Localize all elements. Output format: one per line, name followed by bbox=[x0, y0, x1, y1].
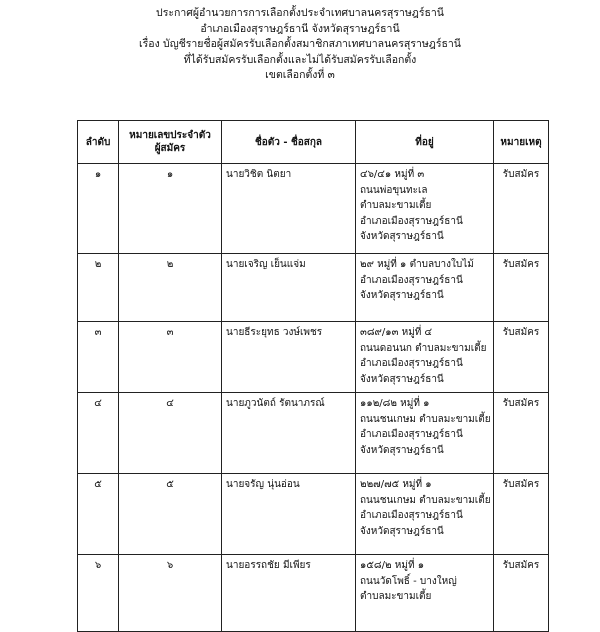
table-row bbox=[78, 322, 549, 393]
header-number-line-2: ผู้สมัคร bbox=[154, 143, 186, 154]
cell-address bbox=[356, 474, 494, 555]
table-row bbox=[78, 393, 549, 474]
cell-name: นายธีระยุทธ วงษ์เพชร bbox=[222, 322, 356, 393]
table-header-row bbox=[78, 121, 549, 164]
cell-name: นายวิชิต นิตยา bbox=[222, 164, 356, 254]
address-line: ๑๑๒/๘๒ หมู่ที่ ๑ bbox=[360, 398, 430, 409]
cell-address bbox=[356, 254, 494, 322]
cell-number: ๖ bbox=[119, 555, 222, 632]
cell-order: ๒ bbox=[78, 254, 119, 322]
address-line: ถนนพ่อขุนทะเล bbox=[360, 184, 428, 196]
table-row bbox=[78, 474, 549, 555]
cell-number: ๒ bbox=[119, 254, 222, 322]
table-row bbox=[78, 555, 549, 632]
header-order: ลำดับ bbox=[78, 121, 119, 164]
address-line: ๒๒๗/๗๕ หมู่ที่ ๑ bbox=[360, 479, 432, 490]
cell-order: ๔ bbox=[78, 393, 119, 474]
cell-address bbox=[356, 164, 494, 254]
address-line: อำเภอเมืองสุราษฎร์ธานี bbox=[360, 274, 463, 286]
cell-address bbox=[356, 393, 494, 474]
table-row bbox=[78, 164, 549, 254]
cell-order: ๕ bbox=[78, 474, 119, 555]
header-line-3: เรื่อง บัญชีรายชื่อผู้สมัครรับเลือกตั้งสมาชิกสภาเทศบาลนครสุราษฎร์ธานี bbox=[139, 38, 461, 50]
cell-name: นายภูวนัตถ์ รัตนาภรณ์ bbox=[222, 393, 356, 474]
cell-order: ๓ bbox=[78, 322, 119, 393]
header-line-1: ประกาศผู้อำนวยการการเลือกตั้งประจำเทศบาลนครสุราษฎร์ธานี bbox=[156, 7, 444, 19]
address-line: ถนนชนเกษม ตำบลมะขามเตี้ย bbox=[360, 413, 491, 425]
address-line: ๒๙ หมู่ที่ ๑ ตำบลบางใบไม้ bbox=[360, 259, 474, 270]
table-row bbox=[78, 254, 549, 322]
cell-order: ๑ bbox=[78, 164, 119, 254]
cell-note: รับสมัคร bbox=[494, 555, 549, 632]
address-line: ๓๘๙/๑๓ หมู่ที่ ๔ bbox=[360, 327, 433, 338]
cell-name: นายจรัญ นุ่นอ่อน bbox=[222, 474, 356, 555]
cell-note: รับสมัคร bbox=[494, 393, 549, 474]
header-line-2: อำเภอเมืองสุราษฎร์ธานี จังหวัดสุราษฎร์ธานี bbox=[200, 22, 400, 35]
address-line: อำเภอเมืองสุราษฎร์ธานี bbox=[360, 358, 463, 369]
cell-name: นายอรรถชัย มีเพียร bbox=[222, 555, 356, 632]
address-line: ถนนดอนนก ตำบลมะขามเตี้ย bbox=[360, 342, 487, 354]
address-line: จังหวัดสุราษฎร์ธานี bbox=[360, 290, 444, 301]
header-candidate-number bbox=[119, 121, 222, 164]
address-line: จังหวัดสุราษฎร์ธานี bbox=[360, 373, 444, 385]
address-line: ถนนชนเกษม ตำบลมะขามเตี้ย bbox=[360, 494, 491, 506]
address-line: ถนนวัดโพธิ์ - บางใหญ่ bbox=[360, 575, 457, 587]
address-line: อำเภอเมืองสุราษฎร์ธานี bbox=[360, 510, 463, 521]
cell-number: ๑ bbox=[119, 164, 222, 254]
cell-address bbox=[356, 555, 494, 632]
header-note: หมายเหตุ bbox=[494, 121, 549, 164]
address-line: อำเภอเมืองสุราษฎร์ธานี bbox=[360, 215, 463, 227]
header-line-4: ที่ได้รับสมัครรับเลือกตั้งและไม่ได้รับสมัครรับเลือกตั้ง bbox=[183, 53, 417, 66]
candidate-table bbox=[77, 120, 549, 632]
cell-address bbox=[356, 322, 494, 393]
cell-note: รับสมัคร bbox=[494, 164, 549, 254]
header-line-5: เขตเลือกตั้งที่ ๓ bbox=[265, 69, 335, 81]
cell-note: รับสมัคร bbox=[494, 254, 549, 322]
header-address: ที่อยู่ bbox=[356, 121, 494, 164]
cell-note: รับสมัคร bbox=[494, 322, 549, 393]
address-line: จังหวัดสุราษฎร์ธานี bbox=[360, 525, 444, 537]
address-line: ๔๖/๔๑ หมู่ที่ ๓ bbox=[360, 169, 425, 180]
header-number-line-1: หมายเลขประจำตัว bbox=[129, 130, 211, 141]
cell-number: ๔ bbox=[119, 393, 222, 474]
header-name: ชื่อตัว - ชื่อสกุล bbox=[222, 121, 356, 164]
cell-name: นายเจริญ เย็นแจ่ม bbox=[222, 254, 356, 322]
address-line: อำเภอเมืองสุราษฎร์ธานี bbox=[360, 429, 463, 440]
announcement-header bbox=[0, 6, 600, 84]
address-line: จังหวัดสุราษฎร์ธานี bbox=[360, 444, 444, 456]
cell-number: ๕ bbox=[119, 474, 222, 555]
cell-order: ๖ bbox=[78, 555, 119, 632]
address-line: ตำบลมะขามเตี้ย bbox=[360, 200, 432, 211]
address-line: จังหวัดสุราษฎร์ธานี bbox=[360, 231, 444, 242]
cell-number: ๓ bbox=[119, 322, 222, 393]
address-line: ตำบลมะขามเตี้ย bbox=[360, 591, 432, 602]
address-line: ๑๕๘/๒ หมู่ที่ ๑ bbox=[360, 560, 425, 571]
cell-note: รับสมัคร bbox=[494, 474, 549, 555]
